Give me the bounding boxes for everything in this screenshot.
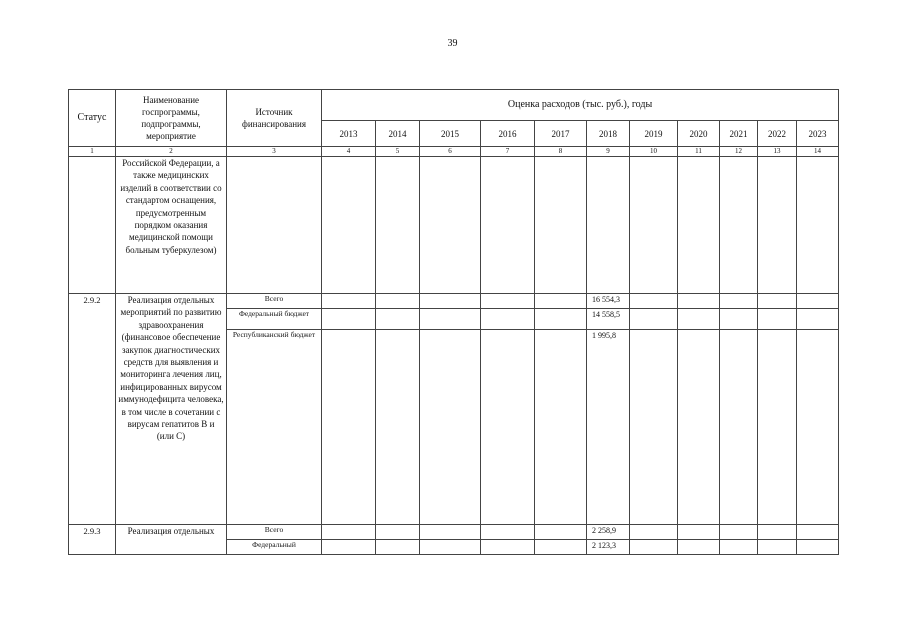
header-year: 2021 xyxy=(720,121,758,147)
header-source: Источник финансирования xyxy=(227,90,322,147)
col-number: 1 xyxy=(69,147,116,157)
col-number: 14 xyxy=(797,147,839,157)
col-number: 2 xyxy=(116,147,227,157)
header-status: Статус xyxy=(69,90,116,147)
header-year: 2013 xyxy=(322,121,376,147)
header-costs: Оценка расходов (тыс. руб.), годы xyxy=(322,90,839,121)
measure-name: Российской Федерации, а также медицинских изделий в соответствии со стандартом оснащения, предусмотренным порядком оказания медицинской помощи больным туберкулезом) xyxy=(116,157,227,294)
col-number: 12 xyxy=(720,147,758,157)
status-code: 2.9.3 xyxy=(69,525,116,555)
table-row-continuation xyxy=(69,157,839,294)
col-number: 8 xyxy=(535,147,587,157)
table-row xyxy=(69,525,839,540)
column-number-row xyxy=(69,147,839,157)
expenditure-table xyxy=(68,89,839,555)
col-number: 7 xyxy=(481,147,535,157)
status-code: 2.9.2 xyxy=(69,294,116,525)
measure-name: Реализация отдельных мероприятий по развитию здравоохранения (финансовое обеспечение закупок диагностических средств для выявления и мониторинга лечения лиц, инфицированных вирусом иммунодефицита человека, в том числе в сочетании с вирусам гепатитов В и (или С) xyxy=(116,294,227,525)
col-number: 11 xyxy=(678,147,720,157)
table-row xyxy=(69,294,839,309)
header-year: 2020 xyxy=(678,121,720,147)
value-2018: 2 123,3 xyxy=(587,540,630,555)
header-year: 2016 xyxy=(481,121,535,147)
value-2018: 14 558,5 xyxy=(587,309,630,330)
funding-source: Федеральный xyxy=(227,540,322,555)
col-number: 9 xyxy=(587,147,630,157)
col-number: 6 xyxy=(420,147,481,157)
col-number: 10 xyxy=(630,147,678,157)
header-year: 2015 xyxy=(420,121,481,147)
funding-source: Республиканский бюджет xyxy=(227,330,322,525)
header-year: 2022 xyxy=(758,121,797,147)
header-row-1 xyxy=(69,90,839,121)
header-year: 2017 xyxy=(535,121,587,147)
header-year: 2023 xyxy=(797,121,839,147)
header-year: 2018 xyxy=(587,121,630,147)
value-2018: 1 995,8 xyxy=(587,330,630,525)
header-year: 2019 xyxy=(630,121,678,147)
measure-name: Реализация отдельных xyxy=(116,525,227,555)
col-number: 3 xyxy=(227,147,322,157)
col-number: 5 xyxy=(376,147,420,157)
page-number: 39 xyxy=(447,38,458,49)
funding-source: Всего xyxy=(227,294,322,309)
col-number: 13 xyxy=(758,147,797,157)
col-number: 4 xyxy=(322,147,376,157)
funding-source: Федеральный бюджет xyxy=(227,309,322,330)
header-year: 2014 xyxy=(376,121,420,147)
header-name: Наименование госпрограммы, подпрограммы, мероприятие xyxy=(116,90,227,147)
funding-source: Всего xyxy=(227,525,322,540)
value-2018: 2 258,9 xyxy=(587,525,630,540)
value-2018: 16 554,3 xyxy=(587,294,630,309)
